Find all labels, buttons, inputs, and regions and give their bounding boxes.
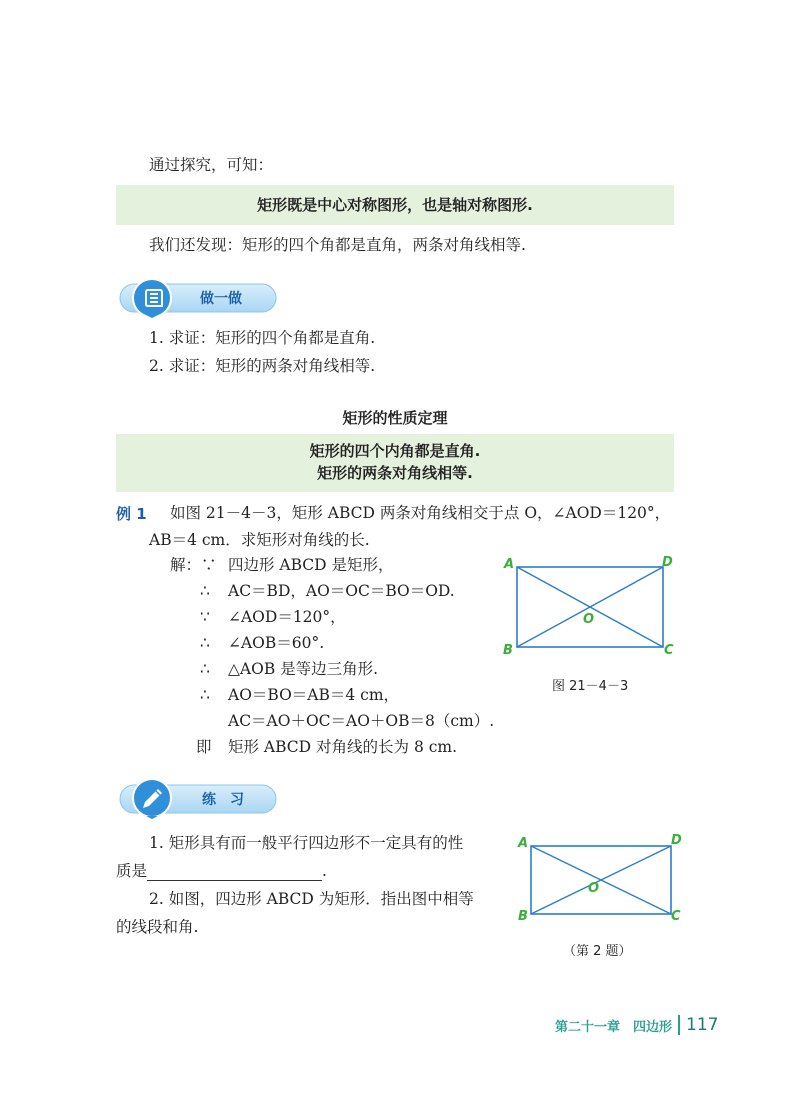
exercise-item-1: 1. 求证：矩形的四个角都是直角.: [149, 329, 376, 347]
footer-chapter: 第二十一章 四边形: [555, 1019, 673, 1035]
solution-text: ∠AOD＝120°，: [228, 608, 346, 626]
label-b: B: [518, 909, 528, 924]
label-o: O: [588, 881, 600, 896]
label-d: D: [662, 555, 673, 570]
practice-banner: [116, 778, 281, 824]
figure-rectangle-1: [500, 555, 680, 660]
solution-symbol: ∵: [200, 608, 210, 626]
solution-text: AC＝AO＋OC＝AO＋OB＝8（cm）.: [228, 712, 495, 730]
theorem-heading: 矩形的性质定理: [342, 409, 448, 427]
banner-graphic: [116, 278, 281, 318]
answer-blank[interactable]: [147, 864, 322, 881]
solution-text: AO＝BO＝AB＝4 cm，: [228, 686, 400, 704]
practice-q1-line-1: 1. 矩形具有而一般平行四边形不一定具有的性: [149, 834, 464, 852]
label-b: B: [503, 643, 513, 658]
solution-text: 矩形 ABCD 对角线的长为 8 cm.: [228, 738, 458, 756]
label-d: D: [671, 833, 682, 848]
solution-symbol: ∴: [200, 582, 210, 600]
zuo-yi-zuo-title: 做一做: [200, 291, 242, 307]
label-c: C: [671, 909, 681, 924]
page-number: 117: [686, 1015, 719, 1035]
solution-text: △AOB 是等边三角形.: [228, 660, 379, 678]
conclusion-box: [116, 185, 674, 225]
solution-symbol: 即: [196, 738, 212, 756]
exercise-item-2: 2. 求证：矩形的两条对角线相等.: [149, 357, 376, 375]
example-line-2: AB＝4 cm．求矩形对角线的长.: [149, 531, 370, 549]
example-label: 例 1: [116, 505, 147, 523]
banner-graphic: [116, 778, 281, 820]
q1-prefix: 质是: [116, 862, 148, 880]
figure-caption-2: （第 2 题）: [563, 944, 632, 959]
practice-q2-line-1: 2. 如图，四边形 ABCD 为矩形．指出图中相等: [149, 890, 474, 908]
theorem-line-1: 矩形的四个内角都是直角.: [309, 442, 481, 460]
practice-q1-line-2: [116, 861, 327, 881]
practice-q2-line-2: 的线段和角.: [116, 918, 199, 936]
practice-title: 练 习: [202, 792, 244, 808]
also-text: 我们还发现：矩形的四个角都是直角，两条对角线相等.: [149, 236, 526, 254]
solution-symbol: ∴: [200, 660, 210, 678]
theorem-box: [116, 434, 674, 492]
figure-caption-1: 图 21－4－3: [552, 679, 629, 694]
figure-rectangle-2: [514, 832, 684, 924]
solution-text: ∠AOB＝60°.: [228, 634, 325, 652]
solution-symbol: ∴: [200, 686, 210, 704]
q1-suffix: .: [322, 862, 327, 880]
solution-symbol: ∴: [200, 634, 210, 652]
solution-text: 四边形 ABCD 是矩形，: [228, 556, 394, 574]
label-a: A: [518, 836, 529, 851]
theorem-line-2: 矩形的两条对角线相等.: [317, 464, 473, 482]
label-c: C: [664, 643, 674, 658]
label-o: O: [583, 612, 595, 627]
page-footer: [555, 1015, 718, 1035]
zuo-yi-zuo-banner: [116, 278, 281, 322]
intro-text: 通过探究，可知：: [149, 156, 274, 174]
footer-divider: [678, 1015, 680, 1035]
example-line-1: 如图 21－4－3，矩形 ABCD 两条对角线相交于点 O，∠AOD＝120°，: [170, 504, 671, 522]
solution-symbol: 解：∵: [170, 556, 217, 574]
label-a: A: [504, 557, 515, 572]
conclusion-text: 矩形既是中心对称图形，也是轴对称图形.: [257, 196, 533, 214]
solution-text: AC＝BD，AO＝OC＝BO＝OD.: [228, 582, 455, 600]
